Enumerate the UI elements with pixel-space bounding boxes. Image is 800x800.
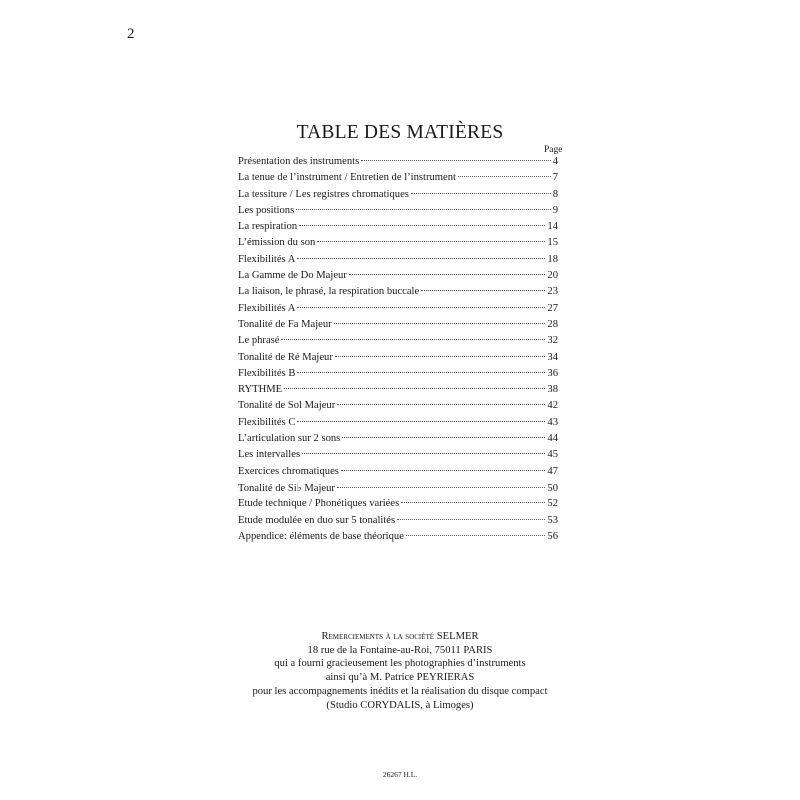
toc-entry-page: 53: [547, 514, 558, 526]
toc-leader-dots: [299, 225, 545, 226]
toc-entry-page: 34: [547, 351, 558, 363]
toc-entry-label: Le phrasé: [238, 335, 280, 347]
page-number: 2: [127, 26, 135, 42]
toc-leader-dots: [458, 176, 551, 177]
toc-entry-label: Etude technique / Phonétiques variées: [238, 498, 400, 510]
toc-entry-page: 47: [547, 465, 558, 477]
toc-entry-page: 7: [552, 172, 558, 184]
toc-leader-dots: [297, 421, 545, 422]
toc-entry-label: L’articulation sur 2 sons: [238, 433, 341, 445]
toc-entry-label: La tenue de l’instrument / Entretien de l’instrument: [238, 172, 456, 184]
toc-entry-page: 38: [547, 384, 558, 396]
ack-heading-prefix: Remerciements à la société: [321, 631, 435, 642]
toc-entry: [238, 189, 558, 205]
ack-heading-company: SELMER: [436, 631, 479, 642]
toc-title: TABLE DES MATIÈRES: [296, 122, 504, 143]
toc-entry-page: 9: [552, 204, 558, 216]
toc-entry: [238, 384, 558, 400]
toc-leader-dots: [302, 453, 545, 454]
toc-entry: [238, 515, 558, 531]
toc-leader-dots: [342, 437, 545, 438]
toc-entry-label: Tonalité de Sol Majeur: [238, 400, 336, 412]
ack-line: ainsi qu’à M. Patrice PEYRIERAS: [325, 672, 475, 684]
toc-leader-dots: [317, 241, 545, 242]
toc-entry: [238, 335, 558, 351]
toc-entry: [238, 254, 558, 270]
toc-entry-page: 32: [547, 335, 558, 347]
toc-entry-page: 8: [552, 188, 558, 200]
toc-entry-page: 44: [547, 433, 558, 445]
toc-entry-page: 50: [547, 482, 558, 494]
toc-entry: [238, 498, 558, 514]
toc-entry-label: Présentation des instruments: [238, 156, 360, 167]
toc-entry: [238, 237, 558, 253]
toc-entry-label: L’émission du son: [238, 237, 316, 249]
toc-entry-label: Etude modulée en duo sur 5 tonalités: [238, 514, 396, 526]
toc-leader-dots: [297, 372, 545, 373]
toc-entry: [238, 205, 558, 221]
toc-entry-page: 28: [547, 318, 558, 330]
toc-leader-dots: [406, 535, 546, 536]
ack-line: 18 rue de la Fontaine-au-Roi, 75011 PARIS: [307, 644, 493, 656]
toc-entry-page: 15: [547, 237, 558, 249]
toc-entry: [238, 319, 558, 335]
toc-entry-label: Les positions: [238, 204, 295, 216]
page-column-label: Page: [544, 145, 563, 155]
toc-leader-dots: [421, 290, 545, 291]
toc-entry: [238, 368, 558, 384]
toc-leader-dots: [341, 470, 546, 471]
ack-line: (Studio CORYDALIS, à Limoges): [326, 699, 474, 711]
toc-leader-dots: [397, 519, 545, 520]
toc-entry-page: 36: [547, 367, 558, 379]
toc-entry-label: Tonalité de Ré Majeur: [238, 351, 333, 363]
toc-leader-dots: [284, 388, 545, 389]
toc-leader-dots: [349, 274, 546, 275]
toc-entry: [238, 221, 558, 237]
toc-entry: [238, 270, 558, 286]
toc-leader-dots: [335, 356, 546, 357]
toc-entry-label: Appendice: éléments de base théorique: [238, 530, 404, 542]
toc-entry-label: Tonalité de Fa Majeur: [238, 318, 332, 330]
toc-entry-page: 43: [547, 416, 558, 428]
toc-leader-dots: [296, 209, 550, 210]
toc-entry-page: 45: [547, 449, 558, 461]
toc-entry-label: Flexibilités A: [238, 302, 296, 314]
toc-leader-dots: [337, 404, 545, 405]
toc-entry-page: 52: [547, 498, 558, 510]
toc-entry-label: La tessiture / Les registres chromatiques: [238, 188, 409, 200]
toc-entry-page: 4: [552, 156, 558, 167]
toc-leader-dots: [361, 160, 550, 161]
toc-entry-label: Les intervalles: [238, 449, 301, 461]
toc-entry-page: 56: [547, 530, 558, 542]
toc-entry-label: La liaison, le phrasé, la respiration buccale: [238, 286, 420, 298]
toc-entry: [238, 172, 558, 188]
toc-entry: [238, 449, 558, 465]
toc-leader-dots: [401, 502, 545, 503]
toc-entry: [238, 156, 558, 172]
toc-leader-dots: [334, 323, 546, 324]
toc-entry: [238, 286, 558, 302]
toc-entry-page: 14: [547, 221, 558, 233]
toc-entry-page: 23: [547, 286, 558, 298]
toc-entry-page: 18: [547, 253, 558, 265]
toc-entry: [238, 417, 558, 433]
ack-line: qui a fourni gracieusement les photographies d’instruments: [274, 658, 526, 670]
toc-entry: [238, 303, 558, 319]
acknowledgments: [0, 630, 800, 712]
toc-entry: [238, 466, 558, 482]
toc-entry-label: Flexibilités A: [238, 253, 296, 265]
ack-line: pour les accompagnements inédits et la réalisation du disque compact: [252, 685, 548, 697]
toc-entry-page: 20: [547, 270, 558, 282]
toc-entry: [238, 352, 558, 368]
toc-leader-dots: [297, 258, 545, 259]
toc-leader-dots: [297, 307, 545, 308]
toc-entry-label: Exercices chromatiques: [238, 465, 339, 477]
toc-entry: [238, 433, 558, 449]
toc-entry: [238, 531, 558, 547]
toc-list: [238, 156, 558, 547]
toc-entry-label: Flexibilités C: [238, 416, 296, 428]
toc-leader-dots: [411, 193, 551, 194]
toc-entry-label: La Gamme de Do Majeur: [238, 270, 347, 282]
toc-entry: [238, 400, 558, 416]
toc-entry-page: 42: [547, 400, 558, 412]
toc-leader-dots: [337, 487, 545, 488]
toc-entry-page: 27: [547, 302, 558, 314]
toc-entry-label: La respiration: [238, 221, 298, 233]
toc-entry-label: Flexibilités B: [238, 367, 296, 379]
ack-heading: [0, 630, 800, 644]
footer-code: 26267 H.L.: [382, 770, 418, 779]
toc-leader-dots: [281, 339, 545, 340]
toc-entry: [238, 482, 558, 498]
toc-entry-label: RYTHME: [238, 384, 283, 396]
toc-entry-label: Tonalité de Si♭ Majeur: [238, 482, 335, 494]
